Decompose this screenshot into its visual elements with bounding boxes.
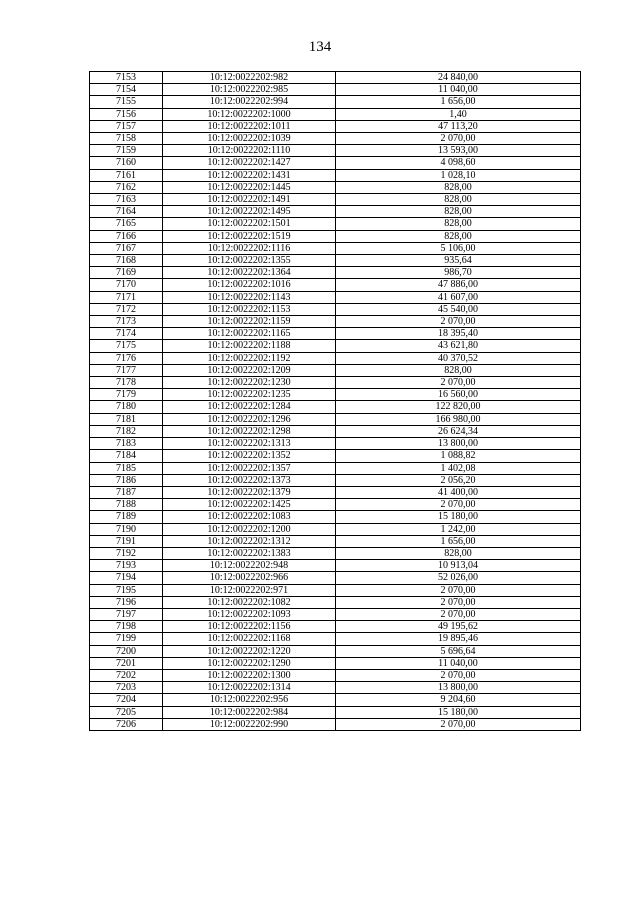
cadastral-number-cell: 10:12:0022202:1495 <box>163 206 336 218</box>
cadastral-number-cell: 10:12:0022202:1501 <box>163 218 336 230</box>
table-row <box>90 108 581 120</box>
amount-cell: 828,00 <box>336 364 581 376</box>
row-number-cell: 7173 <box>90 316 163 328</box>
row-number-cell: 7169 <box>90 267 163 279</box>
amount-cell: 1 656,00 <box>336 535 581 547</box>
amount-cell: 1 656,00 <box>336 96 581 108</box>
row-number-cell: 7170 <box>90 279 163 291</box>
amount-cell: 43 621,80 <box>336 340 581 352</box>
cadastral-number-cell: 10:12:0022202:1165 <box>163 328 336 340</box>
row-number-cell: 7181 <box>90 413 163 425</box>
registry-table-body <box>90 72 581 731</box>
row-number-cell: 7174 <box>90 328 163 340</box>
amount-cell: 45 540,00 <box>336 303 581 315</box>
amount-cell: 10 913,04 <box>336 560 581 572</box>
cadastral-number-cell: 10:12:0022202:1093 <box>163 608 336 620</box>
table-row <box>90 621 581 633</box>
table-row <box>90 364 581 376</box>
amount-cell: 41 400,00 <box>336 486 581 498</box>
cadastral-number-cell: 10:12:0022202:1230 <box>163 377 336 389</box>
table-row <box>90 572 581 584</box>
table-row <box>90 706 581 718</box>
row-number-cell: 7186 <box>90 474 163 486</box>
table-row <box>90 133 581 145</box>
cadastral-number-cell: 10:12:0022202:1159 <box>163 316 336 328</box>
row-number-cell: 7190 <box>90 523 163 535</box>
table-row <box>90 255 581 267</box>
cadastral-number-cell: 10:12:0022202:1220 <box>163 645 336 657</box>
cadastral-number-cell: 10:12:0022202:1427 <box>163 157 336 169</box>
row-number-cell: 7180 <box>90 401 163 413</box>
cadastral-number-cell: 10:12:0022202:1355 <box>163 255 336 267</box>
row-number-cell: 7184 <box>90 450 163 462</box>
table-row <box>90 340 581 352</box>
amount-cell: 9 204,60 <box>336 694 581 706</box>
table-row <box>90 96 581 108</box>
table-row <box>90 584 581 596</box>
row-number-cell: 7194 <box>90 572 163 584</box>
amount-cell: 2 070,00 <box>336 608 581 620</box>
cadastral-number-cell: 10:12:0022202:1110 <box>163 145 336 157</box>
row-number-cell: 7155 <box>90 96 163 108</box>
table-row <box>90 120 581 132</box>
row-number-cell: 7197 <box>90 608 163 620</box>
amount-cell: 11 040,00 <box>336 84 581 96</box>
table-row <box>90 279 581 291</box>
row-number-cell: 7198 <box>90 621 163 633</box>
cadastral-number-cell: 10:12:0022202:1188 <box>163 340 336 352</box>
cadastral-number-cell: 10:12:0022202:1445 <box>163 181 336 193</box>
row-number-cell: 7205 <box>90 706 163 718</box>
cadastral-number-cell: 10:12:0022202:1352 <box>163 450 336 462</box>
cadastral-number-cell: 10:12:0022202:1082 <box>163 596 336 608</box>
row-number-cell: 7156 <box>90 108 163 120</box>
cadastral-number-cell: 10:12:0022202:1298 <box>163 425 336 437</box>
cadastral-number-cell: 10:12:0022202:1290 <box>163 657 336 669</box>
row-number-cell: 7182 <box>90 425 163 437</box>
amount-cell: 2 070,00 <box>336 499 581 511</box>
amount-cell: 2 070,00 <box>336 377 581 389</box>
cadastral-number-cell: 10:12:0022202:990 <box>163 718 336 730</box>
table-row <box>90 303 581 315</box>
row-number-cell: 7160 <box>90 157 163 169</box>
amount-cell: 1 088,82 <box>336 450 581 462</box>
row-number-cell: 7201 <box>90 657 163 669</box>
amount-cell: 47 886,00 <box>336 279 581 291</box>
row-number-cell: 7172 <box>90 303 163 315</box>
cadastral-number-cell: 10:12:0022202:1296 <box>163 413 336 425</box>
cadastral-number-cell: 10:12:0022202:1364 <box>163 267 336 279</box>
table-row <box>90 486 581 498</box>
registry-table <box>89 71 581 731</box>
table-row <box>90 608 581 620</box>
amount-cell: 828,00 <box>336 218 581 230</box>
row-number-cell: 7162 <box>90 181 163 193</box>
amount-cell: 2 070,00 <box>336 133 581 145</box>
table-row <box>90 352 581 364</box>
amount-cell: 1,40 <box>336 108 581 120</box>
table-row <box>90 499 581 511</box>
cadastral-number-cell: 10:12:0022202:1083 <box>163 511 336 523</box>
table-row <box>90 523 581 535</box>
table-row <box>90 560 581 572</box>
row-number-cell: 7187 <box>90 486 163 498</box>
amount-cell: 2 056,20 <box>336 474 581 486</box>
cadastral-number-cell: 10:12:0022202:1314 <box>163 682 336 694</box>
cadastral-number-cell: 10:12:0022202:1235 <box>163 389 336 401</box>
amount-cell: 828,00 <box>336 206 581 218</box>
row-number-cell: 7204 <box>90 694 163 706</box>
table-row <box>90 718 581 730</box>
row-number-cell: 7203 <box>90 682 163 694</box>
amount-cell: 19 895,46 <box>336 633 581 645</box>
cadastral-number-cell: 10:12:0022202:1425 <box>163 499 336 511</box>
cadastral-number-cell: 10:12:0022202:1156 <box>163 621 336 633</box>
row-number-cell: 7206 <box>90 718 163 730</box>
amount-cell: 1 028,10 <box>336 169 581 181</box>
cadastral-number-cell: 10:12:0022202:1209 <box>163 364 336 376</box>
cadastral-number-cell: 10:12:0022202:1519 <box>163 230 336 242</box>
amount-cell: 1 242,00 <box>336 523 581 535</box>
table-row <box>90 291 581 303</box>
row-number-cell: 7202 <box>90 669 163 681</box>
amount-cell: 13 800,00 <box>336 682 581 694</box>
cadastral-number-cell: 10:12:0022202:1312 <box>163 535 336 547</box>
table-row <box>90 267 581 279</box>
cadastral-number-cell: 10:12:0022202:1313 <box>163 438 336 450</box>
table-row <box>90 242 581 254</box>
row-number-cell: 7191 <box>90 535 163 547</box>
amount-cell: 2 070,00 <box>336 584 581 596</box>
cadastral-number-cell: 10:12:0022202:1143 <box>163 291 336 303</box>
table-row <box>90 511 581 523</box>
amount-cell: 1 402,08 <box>336 462 581 474</box>
table-row <box>90 450 581 462</box>
cadastral-number-cell: 10:12:0022202:1116 <box>163 242 336 254</box>
table-row <box>90 84 581 96</box>
table-row <box>90 157 581 169</box>
cadastral-number-cell: 10:12:0022202:1373 <box>163 474 336 486</box>
cadastral-number-cell: 10:12:0022202:1200 <box>163 523 336 535</box>
amount-cell: 2 070,00 <box>336 669 581 681</box>
row-number-cell: 7188 <box>90 499 163 511</box>
amount-cell: 41 607,00 <box>336 291 581 303</box>
table-row <box>90 462 581 474</box>
amount-cell: 13 593,00 <box>336 145 581 157</box>
amount-cell: 2 070,00 <box>336 316 581 328</box>
cadastral-number-cell: 10:12:0022202:956 <box>163 694 336 706</box>
cadastral-number-cell: 10:12:0022202:1431 <box>163 169 336 181</box>
cadastral-number-cell: 10:12:0022202:1284 <box>163 401 336 413</box>
row-number-cell: 7168 <box>90 255 163 267</box>
amount-cell: 15 180,00 <box>336 511 581 523</box>
amount-cell: 40 370,52 <box>336 352 581 364</box>
cadastral-number-cell: 10:12:0022202:1357 <box>163 462 336 474</box>
row-number-cell: 7176 <box>90 352 163 364</box>
row-number-cell: 7171 <box>90 291 163 303</box>
cadastral-number-cell: 10:12:0022202:985 <box>163 84 336 96</box>
cadastral-number-cell: 10:12:0022202:984 <box>163 706 336 718</box>
table-row <box>90 474 581 486</box>
table-row <box>90 682 581 694</box>
row-number-cell: 7163 <box>90 194 163 206</box>
table-row <box>90 645 581 657</box>
amount-cell: 4 098,60 <box>336 157 581 169</box>
table-row <box>90 438 581 450</box>
table-row <box>90 535 581 547</box>
amount-cell: 13 800,00 <box>336 438 581 450</box>
cadastral-number-cell: 10:12:0022202:1153 <box>163 303 336 315</box>
cadastral-number-cell: 10:12:0022202:994 <box>163 96 336 108</box>
row-number-cell: 7193 <box>90 560 163 572</box>
amount-cell: 52 026,00 <box>336 572 581 584</box>
amount-cell: 18 395,40 <box>336 328 581 340</box>
table-row <box>90 328 581 340</box>
amount-cell: 49 195,62 <box>336 621 581 633</box>
cadastral-number-cell: 10:12:0022202:966 <box>163 572 336 584</box>
amount-cell: 5 106,00 <box>336 242 581 254</box>
amount-cell: 828,00 <box>336 230 581 242</box>
amount-cell: 828,00 <box>336 181 581 193</box>
amount-cell: 828,00 <box>336 194 581 206</box>
cadastral-number-cell: 10:12:0022202:1039 <box>163 133 336 145</box>
row-number-cell: 7153 <box>90 72 163 84</box>
row-number-cell: 7161 <box>90 169 163 181</box>
table-row <box>90 206 581 218</box>
table-row <box>90 596 581 608</box>
amount-cell: 122 820,00 <box>336 401 581 413</box>
amount-cell: 828,00 <box>336 547 581 559</box>
cadastral-number-cell: 10:12:0022202:1168 <box>163 633 336 645</box>
cadastral-number-cell: 10:12:0022202:1016 <box>163 279 336 291</box>
amount-cell: 2 070,00 <box>336 718 581 730</box>
table-row <box>90 230 581 242</box>
table-row <box>90 145 581 157</box>
row-number-cell: 7199 <box>90 633 163 645</box>
row-number-cell: 7159 <box>90 145 163 157</box>
table-row <box>90 694 581 706</box>
table-row <box>90 425 581 437</box>
row-number-cell: 7165 <box>90 218 163 230</box>
table-row <box>90 377 581 389</box>
table-row <box>90 657 581 669</box>
row-number-cell: 7179 <box>90 389 163 401</box>
table-row <box>90 633 581 645</box>
table-row <box>90 389 581 401</box>
table-row <box>90 72 581 84</box>
row-number-cell: 7164 <box>90 206 163 218</box>
table-row <box>90 669 581 681</box>
cadastral-number-cell: 10:12:0022202:982 <box>163 72 336 84</box>
table-row <box>90 194 581 206</box>
row-number-cell: 7177 <box>90 364 163 376</box>
amount-cell: 935,64 <box>336 255 581 267</box>
table-row <box>90 169 581 181</box>
page-number: 134 <box>308 39 332 55</box>
amount-cell: 11 040,00 <box>336 657 581 669</box>
cadastral-number-cell: 10:12:0022202:1379 <box>163 486 336 498</box>
table-row <box>90 218 581 230</box>
row-number-cell: 7166 <box>90 230 163 242</box>
cadastral-number-cell: 10:12:0022202:971 <box>163 584 336 596</box>
row-number-cell: 7183 <box>90 438 163 450</box>
row-number-cell: 7154 <box>90 84 163 96</box>
table-row <box>90 181 581 193</box>
row-number-cell: 7189 <box>90 511 163 523</box>
table-row <box>90 316 581 328</box>
cadastral-number-cell: 10:12:0022202:1011 <box>163 120 336 132</box>
cadastral-number-cell: 10:12:0022202:1383 <box>163 547 336 559</box>
row-number-cell: 7195 <box>90 584 163 596</box>
row-number-cell: 7200 <box>90 645 163 657</box>
amount-cell: 47 113,20 <box>336 120 581 132</box>
amount-cell: 5 696,64 <box>336 645 581 657</box>
amount-cell: 15 180,00 <box>336 706 581 718</box>
amount-cell: 24 840,00 <box>336 72 581 84</box>
cadastral-number-cell: 10:12:0022202:1192 <box>163 352 336 364</box>
table-row <box>90 401 581 413</box>
amount-cell: 16 560,00 <box>336 389 581 401</box>
cadastral-number-cell: 10:12:0022202:948 <box>163 560 336 572</box>
row-number-cell: 7178 <box>90 377 163 389</box>
row-number-cell: 7167 <box>90 242 163 254</box>
row-number-cell: 7192 <box>90 547 163 559</box>
amount-cell: 166 980,00 <box>336 413 581 425</box>
cadastral-number-cell: 10:12:0022202:1300 <box>163 669 336 681</box>
cadastral-number-cell: 10:12:0022202:1491 <box>163 194 336 206</box>
amount-cell: 986,70 <box>336 267 581 279</box>
row-number-cell: 7185 <box>90 462 163 474</box>
amount-cell: 26 624,34 <box>336 425 581 437</box>
cadastral-number-cell: 10:12:0022202:1000 <box>163 108 336 120</box>
row-number-cell: 7196 <box>90 596 163 608</box>
row-number-cell: 7175 <box>90 340 163 352</box>
table-row <box>90 547 581 559</box>
row-number-cell: 7157 <box>90 120 163 132</box>
row-number-cell: 7158 <box>90 133 163 145</box>
amount-cell: 2 070,00 <box>336 596 581 608</box>
table-row <box>90 413 581 425</box>
